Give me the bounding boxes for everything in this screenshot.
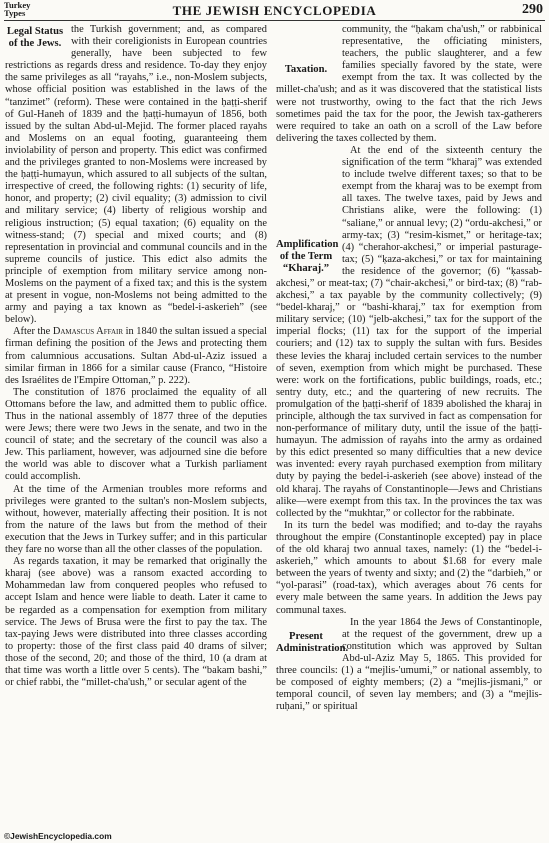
paragraph [276, 24, 542, 145]
paragraph: At the time of the Armenian troubles more reforms and privileges were granted to the sultan's non-Moslem subjects, without, however, materially affecting their position. It is not from the nature of the laws but from the method of their execution that the Jews in Turkey suffer; and in this particular they fare no worse than all the other classes of the population. [5, 483, 267, 556]
paragraph [5, 24, 267, 326]
paragraph-text: In the year 1864 the Jews of Constantinople, at the request of the government, drew up a constitution which was approved by Sultan Abd-ul-Aziz May 5, 1865. This provided for three councils: (1) a “mejlis-'umumi,” or national assembly, to be composed of eighty members; (2) a “mejlis-jismani,” or temporal council, of seven lay members; and (3) a “mejlis-ruḥani,” or spiritual [276, 616, 542, 713]
paragraph-text: At the end of the sixteenth century the signification of the term “kharaj” was extended to include twelve different taxes; so that to be exempt from the kharaj was to be exempt from all taxes. The twelve taxes, paid by Jews and Christians alike, were the following: (1) “saliane,” or annual levy; (2) “ordu-akchesi,” or army-tax; (3) “resim-kismet,” or heritage-tax; (4) “cherahor-akchesi,” or imperial pasturage-tax; (5) “ḳaza-akchesi,” or tax for maintaining the residence of the governor; (6) “ḳassab-akchesi,” or meat-tax; (7) “chair-akchesi,” or bird-tax; (8) “rab-akchesi,” a tax payable by the community collectively; (9) “bedel-kharaj,” or “bashi-kharaj,” tax for exemption from military service; (10) “jelb-akchesi,” tax for the support of the imperial flocks; (11) tax for the support of the imperial couriers; and (12) tax to supply the sultan with furs. Besides these levies the kharaj included certain services to the number of seven, exemption from which might be purchased. These were: work on the fortifications, public buildings, roads, etc.; sentry duty, etc.; and the quartering of new recruits. The promulgation of the ḥaṭṭi-sherif of 1839 abolished the kharaj in principle, although the tax survived in fact as compensation for non-performance of military duty, until the issue of the ḥaṭṭi-humayun. The admission of rayahs into the army as ordained by this edict presented so many difficulties that a new device was invented: every rayah purchased exemption from military duty by paying the bedel-i-askerieh (see above) instead of the old kharaj. The rayahs of Constantinople—Jews and Christians alike—were exempt from this tax. In the provinces the tax was collected by the “mukhtar,” or collector for the rabbinate. [276, 144, 542, 519]
paragraph: As regards taxation, it may be remarked that originally the kharaj (see above) was a ransom exacted according to Mohammedan law from conquered peoples who refused to accept Islam and hence were liable to death. Later it came to be regarded as a compensation for exemption from military service. The Jews of Brusa were the first to pay the tax. The tax-paying Jews were distributed into three classes according to property: those of the first class paid 40 drams of silver; those of the second, 20; and those of the third, 10 (a dram at that time was worth a little over 5 cents). The “bakam bashi,” or chief rabbi, the “millet-cha'ush,” or secular agent of the [5, 556, 267, 689]
paragraph: The constitution of 1876 proclaimed the equality of all Ottomans before the law, and admitted them to public office. Thus in the national assembly of 1877 three of the deputies were Jews; there were two Jews in the senate, and two in the council of state; and the secretary of the council was also a Jew. This parliament, however, was adjourned sine die before the world was able to discover what a Turkish parliament could accomplish. [5, 386, 267, 483]
paragraph [276, 145, 542, 520]
paragraph [276, 617, 542, 714]
right-column [276, 24, 542, 713]
damascus-affair-link: Damascus Affair [52, 326, 124, 338]
paragraph [5, 326, 267, 386]
footer-watermark: ©JewishEncyclopedia.com [4, 831, 112, 841]
paragraph-text: After the [13, 326, 53, 338]
paragraph-text: community, the “ḥakam cha'ush,” or rabbinical representative, the officiating ministers, teachers, the public slaughterer, and a few families specially favored by the state, were exempt from the tax. It was collected by the millet-cha'ush; and as it was discovered that the statistical lists were not trustworthy, owing to the fact that the rich Jews sometimes paid the tax for the poor, the Jewish tax-gatherers were required to take an oath on a scroll of the Law before delivering the taxes collected by them. [276, 24, 542, 144]
header-rule [4, 20, 545, 21]
sidenote-amplification: Amplification of the Term “Kharaj.” [276, 238, 339, 274]
sidenote-legal-status: Legal Status of the Jews. [6, 26, 64, 49]
page-header [0, 0, 549, 20]
paragraph-text: the Turkish government; and, as compared with their coreligionists in European countries generally, have been subjected to few restrictions as regards dress and residence. To-day they enjoy the same privileges as all “rayahs,” i.e., non-Moslem subjects, whose official position was established in the laws of the “tanzimet” (reform). These were contained in the ḥaṭṭi-sherif of Gul-Haneh of 1839 and the ḥaṭṭi-humayun of 1856, both issued by the sultan Abd-ul-Mejid. The former placed rayahs and Moslems on an equal footing, guaranteeing them inviolability of person and property. This edict was confirmed and the privileges granted to non-Moslems were increased by the ḥaṭṭi-humayun, which assured to all subjects of the sultan, irrespective of creed, the following rights: (1) security of life, honor, and property; (2) civil equality; (3) admission to civil and military service; (4) liberty of religious worship and religious instruction; (5) equal taxation; (6) equality on the witness-stand; (7) special and mixed courts; and (8) representation in provincial and communal councils and in the supreme councils of justice. This edict also admits the principle of exemption from military service among non-Moslems on the payment of a fixed tax; and this is the system at present in vogue, non-Moslems not being admitted to the army and paying a tax known as “bedel-i-askerieh” (see below). [5, 24, 267, 326]
paragraph-text: in 1840 the sultan issued a special firman defining the position of the Jews and protecting them from calumnious accusations. Sultan Abd-ul-Aziz issued a similar firman in 1866 for a similar cause (Franco, “Histoire des Israélites de l'Empire Ottoman,” p. 222). [5, 326, 268, 386]
journal-title: THE JEWISH ENCYCLOPEDIA [172, 3, 377, 18]
page-number: 290 [522, 2, 543, 17]
sidenote-taxation: Taxation. [284, 64, 328, 75]
sidenote-present-administration: Present Administration. [276, 630, 349, 654]
running-head: Turkey Types [4, 0, 31, 19]
left-column [5, 24, 267, 689]
paragraph: In its turn the bedel was modified; and to-day the rayahs throughout the empire (Constantinople excepted) pay in place of the old kharaj two annual taxes, namely: (1) the “bedel-i-askerieh,” which amounts to about $1.68 for every male between the years of twenty and sixty; and (2) the “darbieh,” or “yol-parasi” (road-tax), which averages about 76 cents for every male between the same years. In addition the Jews pay communal taxes. [276, 519, 542, 616]
